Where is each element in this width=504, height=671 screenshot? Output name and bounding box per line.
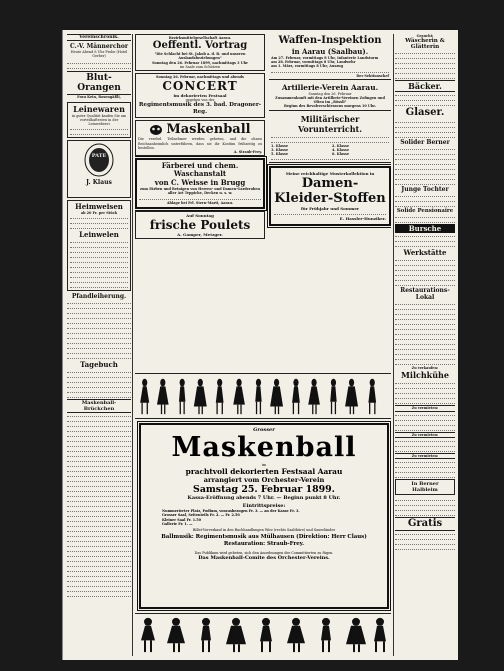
- main-im: im: [261, 463, 267, 467]
- damen-ad: [269, 166, 391, 226]
- text-block: [395, 92, 455, 106]
- militaer-list: [271, 144, 389, 157]
- waffen-line-1: Am 27. Februar, vormittags 8 Uhr, Infanterie Landsturm: [271, 56, 379, 60]
- faerberei-text: zum Färben und Reinigen von Herren- und Damen-Garderoben aller Art Teppiche, Decken u. s. w.: [140, 187, 260, 196]
- klaus-label: J. Klaus: [86, 179, 112, 187]
- leinewaren-title: Leinewaren: [73, 103, 125, 114]
- vortrag-title: Oeffentl. Vortrag: [152, 40, 248, 52]
- damen-title: Damen-Kleider-Stoffen: [274, 176, 386, 207]
- text-block: [70, 126, 128, 135]
- waffen-ad: [269, 34, 391, 80]
- text-block: [67, 300, 131, 359]
- faerberei-ad: [135, 158, 265, 209]
- berner-heading: Solider Berner: [400, 139, 450, 147]
- text-block: [67, 369, 131, 398]
- poulets-ad: [135, 211, 265, 239]
- text-block: [395, 50, 455, 79]
- vortrag-ad: [135, 34, 265, 71]
- vermieten-label: Zu vermieten:: [395, 432, 455, 438]
- text-block: [67, 60, 131, 69]
- main-preis: Gallerie Fr. 1. —: [162, 521, 193, 526]
- left-column: [67, 34, 131, 656]
- waescherin-heading: Wäscherin & Glätterin: [405, 38, 445, 51]
- maennerchor-text: Heute Abend 8 Uhr Probe (Hotel Gerber): [70, 50, 128, 59]
- text-block: [395, 193, 455, 207]
- vermieten-label: Zu vermieten:: [395, 453, 455, 459]
- artillerie-text: Zusammenkunft mit den Artillerie-Vereinen Zofingen und Olten im „Rössli": [275, 96, 385, 105]
- text-block: [271, 156, 389, 160]
- pate-ad: [67, 140, 131, 198]
- berner-halbleine-heading: In Berner Halbleim: [395, 479, 455, 495]
- vermieten-label: Zu vermieten:: [395, 405, 455, 411]
- text-block: [395, 146, 455, 185]
- leinewaren-text: in guter Qualität kaufen Sie am vorteilhaftesten in der Leinweberei: [71, 113, 127, 127]
- baecker-heading: Bäcker.: [395, 80, 455, 92]
- text-block: [395, 301, 455, 365]
- heimweisen-ad: [67, 200, 131, 291]
- militaer-class: 5. Klasse: [271, 152, 289, 157]
- leinwelen-title: Leinwelen: [79, 230, 119, 240]
- poulets-intro: Auf Sonntag: [186, 212, 214, 218]
- main-arranged: arrangiert vom Orchester-Verein: [203, 476, 325, 485]
- militaer-class: 2. Klasse: [332, 143, 350, 148]
- text-block: [395, 380, 455, 404]
- bursche-heading: Bursche: [395, 224, 455, 233]
- text-block: [395, 233, 455, 247]
- main-preise-title: Eintrittspreise:: [242, 503, 286, 510]
- dancers-illustration: [135, 373, 391, 419]
- artillerie-date: Sonntag den 26. Februar: [308, 91, 352, 96]
- artillerie-title: Artillerie-Verein Aarau.: [281, 82, 379, 92]
- damen-intro: Meine reichhaltige Musterkollektion in: [285, 171, 375, 177]
- waffen-signer: Der Sektionschef: [356, 73, 389, 78]
- text-block: [395, 214, 455, 223]
- damen-sub: für Frühjahr und Sommer: [301, 206, 359, 212]
- waffen-line-3: am 1. März, vormittags 8 Uhr, Auszug: [271, 64, 344, 69]
- main-preis: Kleiner Saal Fr. 1.50: [162, 517, 202, 522]
- main-info: Billet-Vorverkauf in den Buchhandlungen Wirz (rechts Saalthüre) und Sauerländer: [192, 528, 336, 533]
- damen-seller: E. Hassler-Hunziker.: [339, 216, 386, 222]
- concert-intro: Sonntag 26. Februar, nachmittags und abends: [156, 75, 244, 80]
- concert-by: gegeben von der: [185, 98, 215, 103]
- artillerie-text2: Beginn des Revolverschiessens morgens 10 Uhr.: [284, 104, 376, 109]
- concert-sub: im dekorierten Festsaal: [173, 93, 227, 99]
- main-maskenball-ad: [139, 423, 389, 609]
- pate-label: PATE: [91, 153, 107, 160]
- main-grosser: Grosser: [253, 427, 275, 433]
- blut-orangen-ad: Blut-Orangen: [67, 71, 131, 95]
- column-rule: [132, 34, 133, 656]
- militaer-class: 1. Klasse: [271, 143, 289, 148]
- poulets-title: frische Poulets: [149, 217, 251, 232]
- text-block: [67, 413, 131, 597]
- text-block: [70, 215, 128, 229]
- gratis-heading: Gratis: [395, 517, 455, 531]
- tochter-heading: Junge Tochter: [401, 186, 449, 194]
- text-block: [395, 459, 455, 478]
- main-footer: Das Publikum wird gebeten, sich den Anordnungen der Committierten zu fügen.: [194, 551, 334, 556]
- column-rule: [393, 34, 394, 656]
- concert-ad: [135, 73, 265, 118]
- vortrag-date: Sonntag den 26. Februar 1899, nachmittags 3 Uhr: [152, 60, 248, 65]
- main-preis: Nummerierter Platz, Podium, vorausbezogen Fr. 3. — an der Kasse Fr. 3.: [162, 509, 300, 514]
- militaer-title: Militärischer Vorunterricht.: [297, 113, 363, 134]
- maskenball-brick-heading: Maskenball-Brückchen: [67, 399, 131, 413]
- mask-icon: [149, 123, 163, 137]
- leinewaren-ad: [67, 102, 131, 139]
- maskenball-small-title: Maskenball: [166, 122, 251, 138]
- mid-right-subcolumn: [269, 34, 391, 228]
- werkstaette-heading: Werkstätte: [403, 248, 447, 258]
- newspaper-page: [62, 30, 458, 660]
- maskenball-small-host: A. Straub-Frey.: [233, 150, 262, 155]
- faerberei-title: Färberei und chem. Waschanstalt: [161, 161, 239, 179]
- milchkuehe-heading: Milchkühe: [401, 370, 449, 381]
- main-preise-list: [144, 509, 384, 526]
- heimweisen-title: Heimweisen: [75, 202, 123, 212]
- text-block: [395, 412, 455, 431]
- text-block: [395, 497, 455, 516]
- vortrag-org: Bezirksmittelgesellschaft Aarau.: [168, 36, 232, 40]
- main-kassa: Kassa-Eröffnung abends 7 Uhr. — Beginn punkt 8 Uhr.: [187, 495, 341, 502]
- text-block: [395, 257, 455, 286]
- maskenball-small-ad: [135, 120, 265, 156]
- text-block: [271, 134, 389, 143]
- main-restauration: Restauration: Straub-Frey.: [223, 541, 305, 548]
- waffen-sub: in Aarau (Saalbau).: [291, 47, 369, 56]
- frau-kern: Frau Kein, Rosengäßli,: [77, 95, 121, 100]
- glaser-heading: Glaser.: [405, 107, 445, 119]
- text-block: [274, 211, 386, 215]
- main-title: Maskenball: [171, 432, 357, 463]
- gesucht-label: Gesucht:: [416, 34, 434, 38]
- main-hall: prachtvoll dekorierten Festsaal Aarau: [185, 467, 343, 477]
- text-block: [271, 69, 389, 73]
- pfanderige-heading: Pfandleiherung.: [71, 293, 127, 301]
- dancers-illustration-bottom: [135, 613, 391, 655]
- main-sig: Das Maskenball-Comite des Orchester-Vereins.: [198, 555, 330, 562]
- artillerie-ad: [269, 82, 391, 111]
- concert-band: Regimentsmusik des 3. bad. Dragoner-Reg.: [138, 102, 262, 116]
- pate-box-icon: [84, 143, 114, 177]
- main-date: Samstag 25. Februar 1899.: [193, 484, 335, 496]
- right-column: [395, 34, 455, 656]
- text-block: [70, 239, 128, 288]
- faerberei-footer: Ablage bei Frl. Stern-Marti, Aarau.: [166, 200, 234, 205]
- tagebuch-heading: Tagebuch: [80, 360, 118, 370]
- waffen-title: Waffen-Inspektion: [278, 35, 382, 46]
- maennerchor-heading: C.-V. Männerchor: [69, 43, 128, 50]
- militaer-class: 3. Klasse: [271, 147, 289, 152]
- main-preis: Grosser Saal, Seitenteils Fr. 2. — Fr. 2.50: [162, 513, 240, 518]
- vereinschronik-heading: Vereinschronik.: [67, 34, 131, 41]
- main-ballmusik: Ballmusik: Regimentsmusik aus Mülhausen (Direktion: Herr Claus): [161, 534, 367, 541]
- poulets-seller: A. Gamper, Metzger.: [177, 231, 223, 237]
- pensionaire-heading: Solide Pensionaire: [396, 208, 454, 215]
- text-block: [395, 438, 455, 452]
- text-block: [395, 119, 455, 138]
- vortrag-subtitle: "Die Schlacht bei St. Jakob a. d. B. und unseren Auslandsbeziehungen": [154, 52, 246, 61]
- concert-title: CONCERT: [162, 79, 238, 94]
- text-block: [139, 196, 261, 200]
- heimweisen-sub: ab 20 Fr. per Stück: [80, 211, 118, 216]
- militaer-class: 6. Klasse: [332, 152, 350, 157]
- waffen-line-2: am 28. Februar, vormittags 8 Uhr, Landwehr: [271, 60, 356, 65]
- militaer-ad: [269, 113, 391, 164]
- militaer-class: 4. Klasse: [332, 147, 350, 152]
- vortrag-place: im Saale zum Schützen: [179, 64, 221, 69]
- text-block: [395, 531, 455, 550]
- mid-left-subcolumn: [135, 34, 265, 241]
- verkaufen-label: Zu verkaufen:: [411, 366, 439, 371]
- restauration-heading: Restaurations-Lokal: [400, 287, 450, 302]
- maskenball-small-text: Die verehrl. Teilnehmer werden gebeten, und die ohnen Reichsanheimlich unterführen, dass sie ihr Kostüm frühzeitig zu bestellen.: [138, 137, 262, 150]
- faerberei-owner: von C. Weisse in Brugg: [154, 178, 246, 188]
